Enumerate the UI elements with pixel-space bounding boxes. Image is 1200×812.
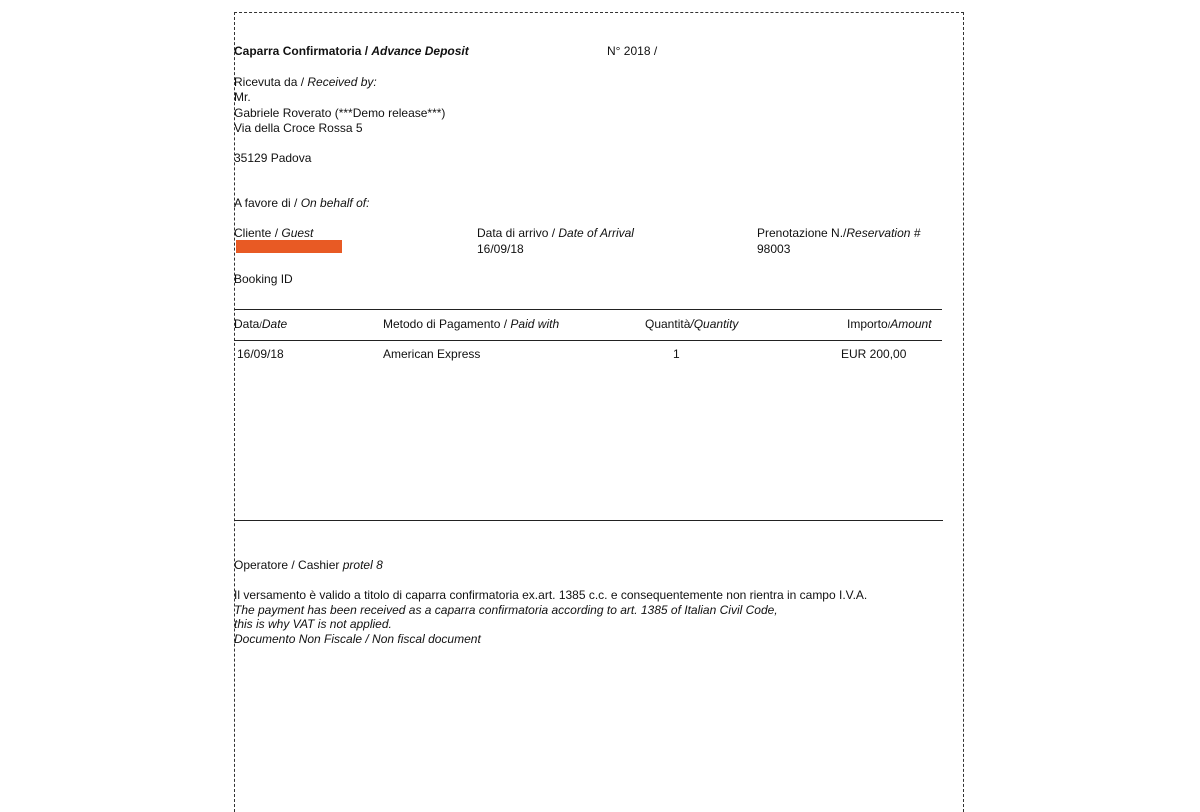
header-date-sep: /	[259, 320, 262, 330]
operator-line	[234, 558, 383, 572]
title-english: Advance Deposit	[371, 44, 469, 58]
reservation-number: 98003	[757, 242, 791, 256]
header-quantity	[645, 317, 738, 331]
on-behalf-label-it: A favore di /	[234, 196, 301, 210]
row-amount: EUR 200,00	[841, 347, 907, 361]
header-date-en: Date	[261, 317, 288, 331]
guest-label	[234, 226, 313, 240]
title-italian: Caparra Confirmatoria /	[234, 44, 372, 58]
operator-value: protel 8	[342, 558, 383, 572]
header-method-it: Metodo di Pagamento /	[383, 317, 511, 331]
on-behalf-label	[234, 196, 369, 210]
guest-label-it: Cliente /	[234, 226, 282, 240]
row-payment-method: American Express	[383, 347, 481, 361]
arrival-date: 16/09/18	[477, 242, 524, 256]
header-quantity-it: Quantità	[645, 317, 691, 331]
recipient-city: 35129 Padova	[234, 151, 312, 165]
guest-name-redaction	[236, 240, 342, 253]
header-date	[234, 317, 287, 332]
vat-note-english-cont: this is why VAT is not applied.	[234, 617, 392, 631]
row-date: 16/09/18	[237, 347, 284, 361]
received-by-label-en: Received by:	[307, 75, 377, 89]
arrival-label-it: Data di arrivo /	[477, 226, 559, 240]
recipient-salutation: Mr.	[234, 90, 251, 104]
document-number: N° 2018 /	[607, 44, 658, 58]
header-date-it: Data	[234, 317, 260, 331]
header-method-en: Paid with	[510, 317, 560, 331]
arrival-label	[477, 226, 634, 240]
received-by-label	[234, 75, 377, 89]
header-amount-it: Importo	[847, 317, 888, 331]
reservation-label-en: Reservation #	[846, 226, 921, 240]
on-behalf-label-en: On behalf of:	[300, 196, 370, 210]
guest-label-en: Guest	[281, 226, 314, 240]
vat-note-italian: Il versamento è valido a titolo di caparra confirmatoria ex.art. 1385 c.c. e consequentemente non rientra in campo I.V.A.	[234, 588, 868, 602]
table-top-divider	[234, 309, 942, 310]
header-method	[383, 317, 559, 331]
recipient-street: Via della Croce Rossa 5	[234, 121, 363, 135]
header-quantity-sep: /	[690, 317, 694, 331]
document-title	[234, 44, 469, 58]
arrival-label-en: Date of Arrival	[558, 226, 634, 240]
row-quantity: 1	[673, 347, 680, 361]
vat-note-english: The payment has been received as a caparra confirmatoria according to art. 1385 of Italian Civil Code,	[234, 603, 778, 617]
reservation-label-it: Prenotazione N./	[757, 226, 847, 240]
non-fiscal-note: Documento Non Fiscale / Non fiscal document	[234, 632, 481, 646]
booking-id-label: Booking ID	[234, 272, 293, 286]
header-amount-sep: /	[887, 320, 891, 330]
header-amount	[847, 317, 932, 332]
table-bottom-divider	[234, 520, 943, 521]
recipient-name: Gabriele Roverato (***Demo release***)	[234, 106, 446, 120]
header-amount-en: Amount	[890, 317, 932, 331]
table-header-divider	[234, 340, 942, 341]
operator-label: Operatore / Cashier	[234, 558, 343, 572]
header-quantity-en: Quantity	[693, 317, 739, 331]
reservation-label	[757, 226, 920, 240]
received-by-label-it: Ricevuta da /	[234, 75, 308, 89]
